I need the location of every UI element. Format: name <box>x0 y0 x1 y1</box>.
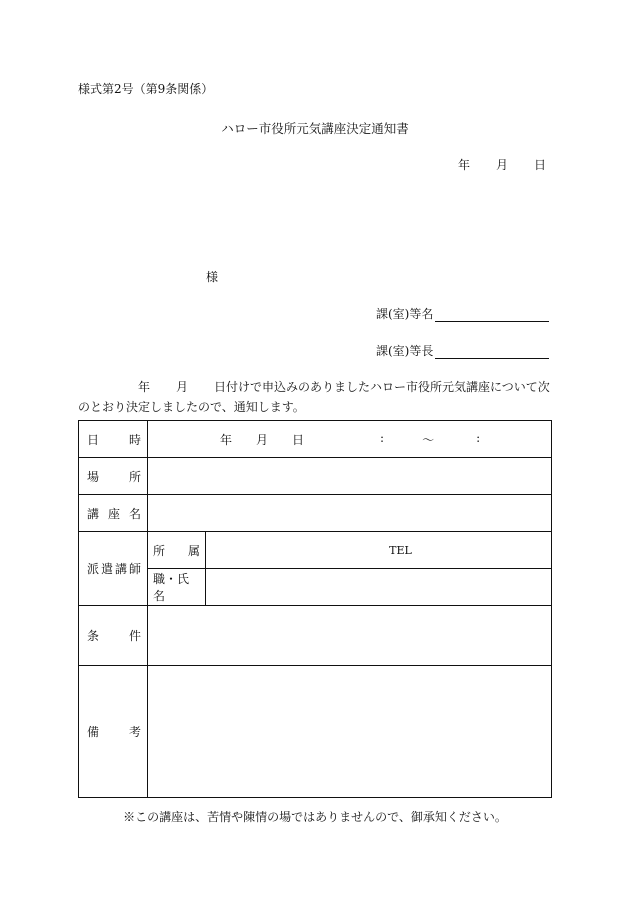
dept-head-label: 課(室)等長 <box>376 344 434 358</box>
label-place: 場 所 <box>79 458 148 495</box>
course-value <box>148 495 552 532</box>
datetime-value: 年 月 日 : 〜 : <box>148 421 552 458</box>
row-conditions <box>79 606 552 666</box>
body-month: 月 <box>176 380 189 394</box>
dept-name-row <box>376 305 549 322</box>
label-lecturer: 派 遣 講 師 <box>79 532 148 606</box>
document-title: ハロー市役所元気講座決定通知書 <box>221 121 409 136</box>
label-conditions: 条 件 <box>79 606 148 666</box>
dept-head-row <box>376 342 549 359</box>
row-place <box>79 458 552 495</box>
place-value <box>148 458 552 495</box>
conditions-value <box>148 606 552 666</box>
issue-date-year: 年 <box>458 158 471 172</box>
tel-label: TEL <box>389 543 412 557</box>
body-text: 日付けで申込みのありましたハロー市役所元気講座について次のとおり決定しましたので、通知します。 <box>78 380 550 414</box>
dept-head-line <box>435 344 549 359</box>
issue-date-day: 日 <box>534 158 547 172</box>
row-course <box>79 495 552 532</box>
notice-body <box>78 377 552 417</box>
label-affiliation: 所 属 <box>148 532 206 569</box>
body-year: 年 <box>138 380 151 394</box>
form-code: 様式第2号（第9条関係） <box>78 82 214 96</box>
issue-date <box>458 156 546 173</box>
addressee-suffix: 様 <box>206 270 219 284</box>
footnote: ※この講座は、苦情や陳情の場ではありませんので、御承知ください。 <box>123 810 507 824</box>
row-lecturer-name <box>79 569 552 606</box>
decision-table <box>78 420 552 798</box>
dept-name-line <box>435 307 549 322</box>
row-lecturer-affiliation <box>79 532 552 569</box>
row-remarks <box>79 666 552 798</box>
label-position-name: 職・氏名 <box>148 569 206 606</box>
issue-date-month: 月 <box>496 158 509 172</box>
label-remarks: 備 考 <box>79 666 148 798</box>
label-datetime: 日 時 <box>79 421 148 458</box>
remarks-value <box>148 666 552 798</box>
label-course: 講 座 名 <box>79 495 148 532</box>
position-name-value <box>206 569 552 606</box>
affiliation-value <box>206 532 552 569</box>
row-datetime <box>79 421 552 458</box>
dept-name-label: 課(室)等名 <box>376 307 434 321</box>
